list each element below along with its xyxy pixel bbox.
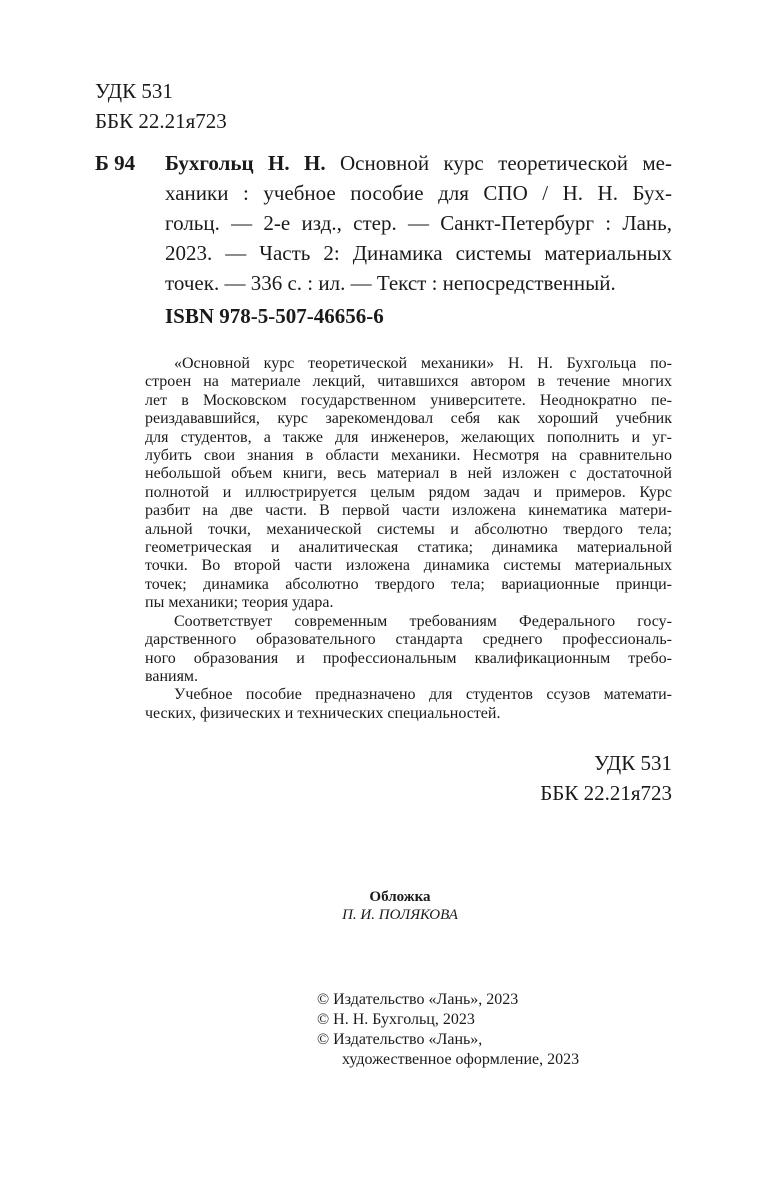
copyright-line: © Н. Н. Бухгольц, 2023 — [317, 1011, 475, 1028]
author-mark: Б 94 — [95, 151, 136, 175]
copyright-line: художественное оформление, 2023 — [342, 1051, 580, 1068]
abstract-line: «Основной курс теоретической механики» Н. Н. Бухгольца по- — [174, 355, 672, 372]
abstract-line: ного образования и профессиональным квалификационным требо- — [145, 649, 672, 667]
bibliographic-record — [165, 148, 672, 298]
abstract-line: небольшой объем книги, весь материал в ней изложен с достаточной — [145, 465, 672, 483]
abstract-paragraph — [145, 613, 672, 687]
biblio-line: гольц. — 2-е изд., стер. — Санкт-Петербург : Лань, — [165, 211, 672, 235]
abstract-line: точки. Во второй части изложена динамика системы материальных — [145, 557, 672, 575]
abstract-line: альной точки, механической системы и абсолютно твердого тела; — [145, 520, 672, 538]
udk-code: УДК 531 — [95, 79, 173, 103]
udk-code: УДК 531 — [594, 751, 672, 775]
abstract-line: дарственного образовательного стандарта среднего профессиональ- — [145, 631, 672, 649]
cover-designer: П. И. ПОЛЯКОВА — [342, 907, 458, 923]
abstract-line: точек; динамика абсолютно твердого тела; вариационные принци- — [145, 575, 672, 593]
biblio-line: 2023. — Часть 2: Динамика системы материальных — [165, 241, 672, 265]
abstract-line: Учебное пособие предназначено для студентов ссузов математи- — [174, 686, 672, 704]
biblio-line: Основной курс теоретической ме- — [325, 151, 672, 175]
biblio-line: точек. — 336 с. : ил. — Текст : непосредственный. — [165, 271, 616, 295]
abstract-line: лет в Московском государственном университете. Неоднократно пе- — [145, 391, 672, 409]
abstract-line: для студентов, а также для инженеров, желающих пополнить и уг- — [145, 428, 672, 446]
author-name: Бухгольц Н. Н. — [165, 151, 326, 175]
biblio-line: ханики : учебное пособие для СПО / Н. Н. Бух- — [165, 181, 672, 205]
bbk-code: ББК 22.21я723 — [540, 781, 672, 805]
abstract-line: геометрическая и аналитическая статика; динамика материальной — [145, 539, 672, 557]
abstract-line: полнотой и иллюстрируется целым рядом задач и примеров. Курс — [145, 483, 672, 501]
bbk-code: ББК 22.21я723 — [95, 109, 227, 133]
abstract-line: Соответствует современным требованиям Федерального госу- — [174, 612, 672, 630]
classification-codes-bottom — [540, 748, 672, 808]
abstract-line: реиздававшийся, курс зарекомендовал себя как хороший учебник — [145, 410, 672, 428]
isbn: ISBN 978-5-507-46656-6 — [165, 304, 384, 328]
abstract-line: ческих, физических и технических специальностей. — [145, 704, 501, 722]
abstract-line: пы механики; теория удара. — [145, 594, 334, 612]
copyright-block — [317, 990, 579, 1070]
copyright-line: © Издательство «Лань», — [317, 1031, 483, 1048]
abstract-line: ваниям. — [145, 667, 199, 685]
abstract-paragraph — [145, 686, 672, 723]
abstract-paragraph — [145, 355, 672, 613]
copyright-line: © Издательство «Лань», 2023 — [317, 991, 519, 1008]
abstract — [145, 355, 672, 723]
cover-label: Обложка — [369, 889, 431, 905]
classification-codes-top — [95, 76, 227, 136]
abstract-line: лубить свои знания в области механики. Несмотря на сравнительно — [145, 447, 672, 465]
cover-credit — [300, 888, 500, 924]
abstract-line: разбит на две части. В первой части изложена кинематика матери- — [145, 502, 672, 520]
abstract-line: строен на материале лекций, читавшихся автором в течение многих — [145, 373, 672, 391]
